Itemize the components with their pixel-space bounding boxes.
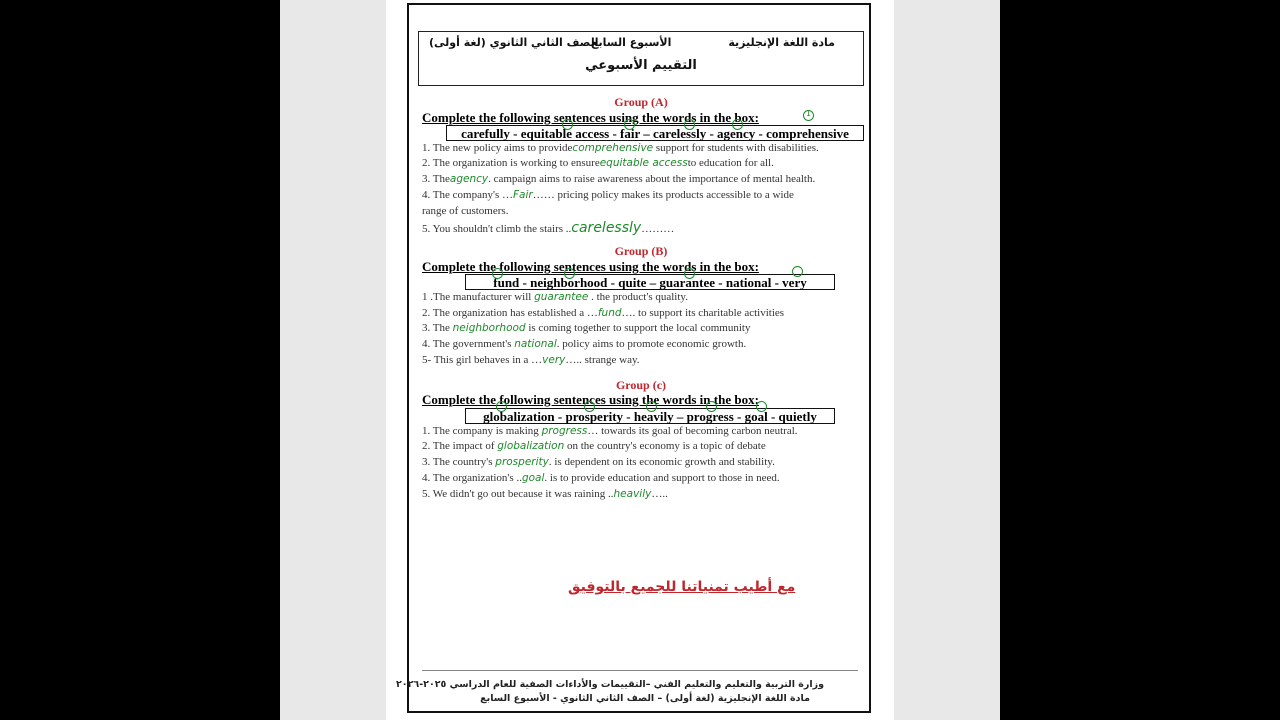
sentence: 5. We didn't go out because it was raining ..heavily…..	[422, 488, 668, 500]
check-mark-icon	[684, 119, 695, 130]
check-mark-icon	[706, 401, 717, 412]
check-mark-icon	[624, 119, 635, 130]
group-a-instruction: Complete the following sentences using the words in the box:	[422, 110, 759, 125]
handwritten-answer: neighborhood	[452, 322, 526, 334]
check-mark-icon	[496, 401, 507, 412]
check-mark-icon	[756, 401, 767, 412]
sentence: 2. The organization has established a …fund…. to support its charitable activities	[422, 307, 785, 319]
handwritten-answer: goal	[521, 472, 545, 484]
handwritten-answer: agency	[449, 173, 489, 185]
check-mark-icon	[646, 401, 657, 412]
handwritten-answer: comprehensive	[572, 142, 654, 154]
group-c-label: Group (c)	[615, 378, 667, 392]
handwritten-answer: prosperity	[495, 456, 549, 468]
footer-divider	[422, 670, 858, 671]
handwritten-answer: equitable access	[599, 157, 688, 169]
group-c-instruction: Complete the following sentences using the words in the box:	[422, 392, 759, 407]
sentence: 5- This girl behaves in a …very….. strange way.	[422, 354, 640, 366]
header-box	[418, 31, 864, 86]
sentence: 5. You shouldn't climb the stairs ..carelessly………	[422, 220, 675, 236]
handwritten-answer: progress	[541, 425, 588, 437]
left-black-margin	[0, 0, 280, 720]
question-number: 1	[806, 109, 812, 118]
handwritten-answer: globalization	[497, 440, 565, 452]
page-title: التقييم الأسبوعي	[585, 58, 697, 73]
check-mark-icon	[562, 119, 573, 130]
sentence: 3. The neighborhood is coming together to support the local community	[422, 322, 751, 334]
sentence: 4. The organization's ..goal. is to provide education and support to those in need.	[422, 472, 780, 484]
sentence: 4. The company's …Fair…… pricing policy makes its products accessible to a wide	[422, 189, 794, 201]
group-b-instruction: Complete the following sentences using the words in the box:	[422, 259, 759, 274]
question-number-circle	[803, 110, 814, 121]
handwritten-answer: guarantee	[534, 291, 589, 303]
handwritten-answer: very	[542, 354, 566, 366]
sentence: 2. The organization is working to ensureequitable accessto education for all.	[422, 157, 774, 169]
check-mark-icon	[492, 268, 503, 279]
sentence: 2. The impact of globalization on the country's economy is a topic of debate	[422, 440, 766, 452]
sentence: 1. The company is making progress… towards its goal of becoming carbon neutral.	[422, 425, 798, 437]
group-a-label: Group (A)	[614, 95, 668, 109]
header-week: الأسبوع السابع	[591, 36, 672, 49]
sentence: range of customers.	[422, 205, 509, 217]
sentence: 4. The government's national. policy aims to promote economic growth.	[422, 338, 747, 350]
sentence: 3. Theagency. campaign aims to raise awareness about the importance of mental health.	[422, 173, 816, 185]
handwritten-answer: carelessly	[571, 220, 642, 236]
header-grade: الصف الثاني الثانوي (لغة أولى)	[429, 36, 599, 49]
group-a-word-box: carefully - equitable access - fair – carelessly - agency - comprehensive	[446, 125, 864, 141]
check-mark-icon	[684, 268, 695, 279]
footer-line-1: وزارة التربية والتعليم والتعليم الفني –التقييمات والأداءات الصفية للعام الدراسي ٢٠٢٥-٢٠٢٦	[396, 679, 824, 690]
handwritten-answer: fund	[597, 307, 622, 319]
right-grey-margin	[894, 0, 1000, 720]
left-grey-margin	[280, 0, 386, 720]
handwritten-answer: national	[514, 338, 557, 350]
group-b-word-box: fund - neighborhood - quite – guarantee - national - very	[465, 274, 835, 290]
sentence: 1. The new policy aims to providecomprehensive support for students with disabilities.	[422, 142, 819, 154]
sentence: 3. The country's prosperity. is dependent on its economic growth and stability.	[422, 456, 775, 468]
footer-line-2: مادة اللغة الإنجليزية (لغة أولى) – الصف الثاني الثانوي - الأسبوع السابع	[480, 693, 810, 704]
check-mark-icon	[732, 119, 743, 130]
group-c-word-box: globalization - prosperity - heavily – progress - goal - quietly	[465, 408, 835, 424]
check-mark-icon	[564, 268, 575, 279]
header-subject: مادة اللغة الإنجليزية	[728, 36, 835, 49]
handwritten-answer: heavily	[613, 488, 652, 500]
group-b-label: Group (B)	[614, 244, 668, 258]
sentence: 1 .The manufacturer will guarantee . the product's quality.	[422, 291, 688, 303]
check-mark-icon	[792, 266, 803, 277]
check-mark-icon	[584, 401, 595, 412]
closing-message: مع أطيب تمنياتنا للجميع بالتوفيق	[568, 579, 796, 595]
handwritten-answer: Fair	[513, 189, 533, 201]
